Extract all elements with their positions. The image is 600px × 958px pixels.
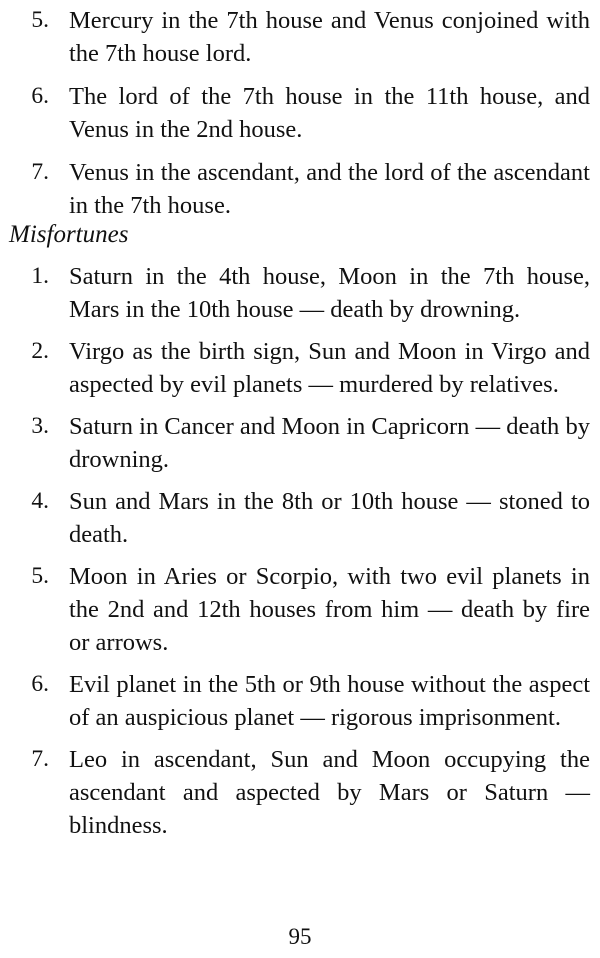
- item-text: Leo in ascendant, Sun and Moon occupying the ascendant and aspected by Mars or Saturn — blindness.: [69, 746, 590, 839]
- item-text: Sun and Mars in the 8th or 10th house — stoned to death.: [69, 488, 590, 548]
- item-text: Venus in the ascendant, and the lord of the ascendant in the 7th house.: [69, 159, 590, 219]
- item-number: 3.: [31, 413, 49, 439]
- list-item: [0, 668, 600, 734]
- page-number: 95: [288, 924, 312, 949]
- item-text: Saturn in Cancer and Moon in Capricorn — death by drowning.: [69, 413, 590, 473]
- item-text: Virgo as the birth sign, Sun and Moon in Virgo and aspected by evil planets — murdered by relatives.: [69, 338, 590, 398]
- item-number: 4.: [31, 488, 49, 514]
- list-item: [0, 4, 600, 70]
- list-item: [0, 560, 600, 659]
- item-text: Saturn in the 4th house, Moon in the 7th house, Mars in the 10th house — death by drowning.: [69, 263, 590, 323]
- misfortunes-list: [0, 260, 600, 851]
- item-text: Evil planet in the 5th or 9th house without the aspect of an auspicious planet — rigorous imprisonment.: [69, 671, 590, 731]
- item-number: 2.: [31, 338, 49, 364]
- section-heading-misfortunes: Misfortunes: [9, 221, 129, 248]
- item-number: 6.: [31, 83, 49, 109]
- list-item: [0, 410, 600, 476]
- list-item: [0, 260, 600, 326]
- item-number: 1.: [31, 263, 49, 289]
- list-item: [0, 335, 600, 401]
- item-number: 7.: [31, 746, 49, 772]
- list-item: [0, 156, 600, 222]
- continued-list: [0, 4, 600, 232]
- list-item: [0, 485, 600, 551]
- item-text: The lord of the 7th house in the 11th house, and Venus in the 2nd house.: [69, 83, 590, 143]
- list-item: [0, 80, 600, 146]
- item-text: Moon in Aries or Scorpio, with two evil planets in the 2nd and 12th houses from him — death by fire or arrows.: [69, 563, 590, 656]
- item-number: 7.: [31, 159, 49, 185]
- item-number: 5.: [31, 563, 49, 589]
- item-text: Mercury in the 7th house and Venus conjoined with the 7th house lord.: [69, 7, 590, 67]
- item-number: 5.: [31, 7, 49, 33]
- item-number: 6.: [31, 671, 49, 697]
- list-item: [0, 743, 600, 842]
